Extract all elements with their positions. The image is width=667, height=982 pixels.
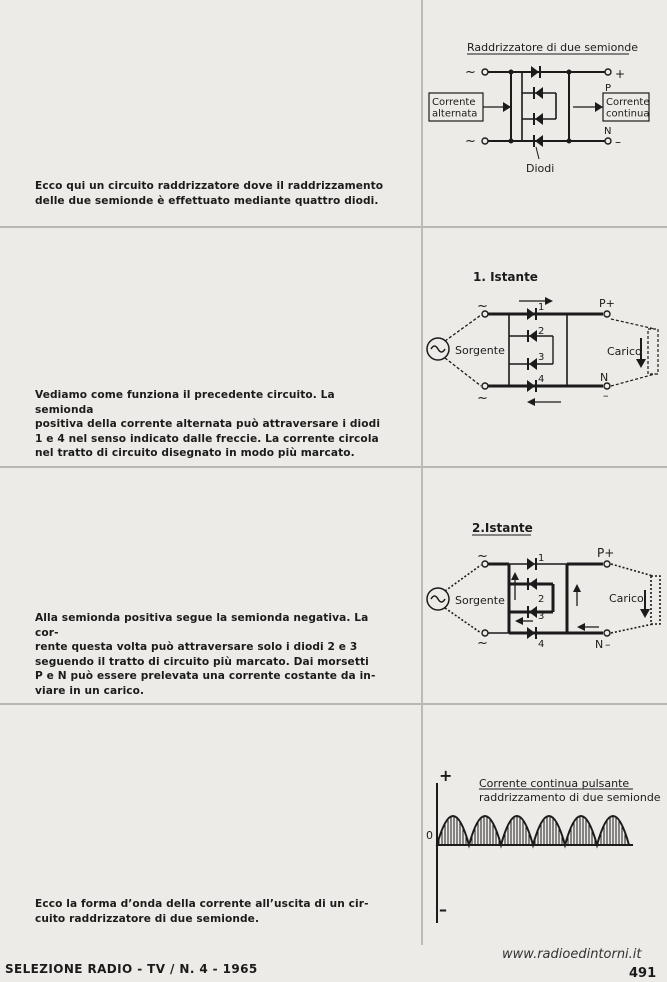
- section-divider: [0, 466, 667, 468]
- diode-number: 3: [538, 611, 545, 622]
- section-divider: [0, 226, 667, 228]
- terminal-n: N: [600, 371, 609, 384]
- terminal-p-plus: P+: [599, 297, 615, 310]
- ac-symbol: ~: [477, 299, 488, 314]
- ac-symbol: ~: [465, 65, 476, 80]
- axis-zero: 0: [426, 829, 433, 842]
- bridge-title: Raddrizzatore di due semionde: [467, 41, 639, 54]
- terminal-n: N: [595, 638, 604, 651]
- paragraph-bridge-intro: Ecco qui un circuito raddrizzatore dove il raddrizzamento delle due semionde è effettuato mediante quattro diodi.: [35, 180, 384, 207]
- diode-number: 3: [538, 352, 545, 363]
- source-label: Sorgente: [455, 344, 505, 357]
- diode-number: 4: [538, 374, 545, 385]
- source-label: Sorgente: [455, 594, 505, 607]
- footer-url[interactable]: www.radioedintorni.it: [502, 947, 642, 962]
- second-instant-title: 2.Istante: [472, 521, 533, 535]
- terminal-n: N: [604, 126, 612, 137]
- terminal-p: P: [605, 83, 612, 94]
- ac-symbol: ~: [465, 134, 476, 149]
- second-instant-diagram: [423, 516, 667, 656]
- page-number: 491: [629, 966, 657, 981]
- first-instant-title: 1. Istante: [473, 270, 538, 284]
- minus-sign: –: [603, 389, 609, 402]
- axis-plus: +: [439, 766, 453, 785]
- minus-sign: –: [605, 638, 611, 651]
- diode-number: 2: [538, 326, 545, 337]
- paragraph-second-instant: Alla semionda positiva segue la semionda negativa. La cor- rente questa volta può attraversare solo i diodi 2 e 3 seguendo il tratto di circuito più marcato. Dai morsetti P e N può essere prelevata una corrente costante da in- viare in un carico.: [35, 612, 376, 697]
- waveform-curve: [437, 816, 629, 845]
- ac-symbol: ~: [477, 549, 488, 564]
- paragraph-waveform: Ecco la forma d’onda della corrente all’uscita di un cir- cuito raddrizzatore di due semionde.: [35, 898, 369, 925]
- diode-number: 1: [538, 553, 545, 564]
- diode-number: 4: [538, 639, 545, 650]
- diodes-label: Diodi: [526, 162, 555, 175]
- footer-publication: SELEZIONE RADIO - TV / N. 4 - 1965: [5, 962, 258, 976]
- terminal-p-plus: P+: [597, 546, 615, 560]
- ac-symbol: ~: [477, 391, 488, 406]
- load-label: Carico: [609, 592, 644, 605]
- output-label: Corrente continua: [606, 97, 650, 120]
- waveform-diagram: [423, 765, 667, 935]
- diode-number: 2: [538, 594, 545, 605]
- waveform-title-line1: Corrente continua pulsante: [479, 777, 630, 790]
- paragraph-first-instant: Vediamo come funziona il precedente circuito. La semionda positiva della corrente alternata può attraversare i diodi 1 e 4 nel senso indicato dalle freccie. La corrente circola nel tratto di circuito disegnato in modo più marcato.: [35, 389, 381, 460]
- input-label: Corrente alternata: [432, 97, 478, 120]
- axis-minus: –: [439, 900, 447, 919]
- diode-number: 1: [538, 302, 545, 313]
- ac-symbol: ~: [477, 636, 488, 651]
- minus-sign: –: [615, 135, 621, 149]
- bridge-rectifier-diagram: [423, 35, 667, 185]
- section-divider: [0, 703, 667, 705]
- load-label: Carico: [607, 345, 642, 358]
- first-instant-diagram: [423, 262, 667, 412]
- waveform-title-line2: raddrizzamento di due semionde: [479, 791, 661, 804]
- plus-sign: +: [615, 67, 626, 81]
